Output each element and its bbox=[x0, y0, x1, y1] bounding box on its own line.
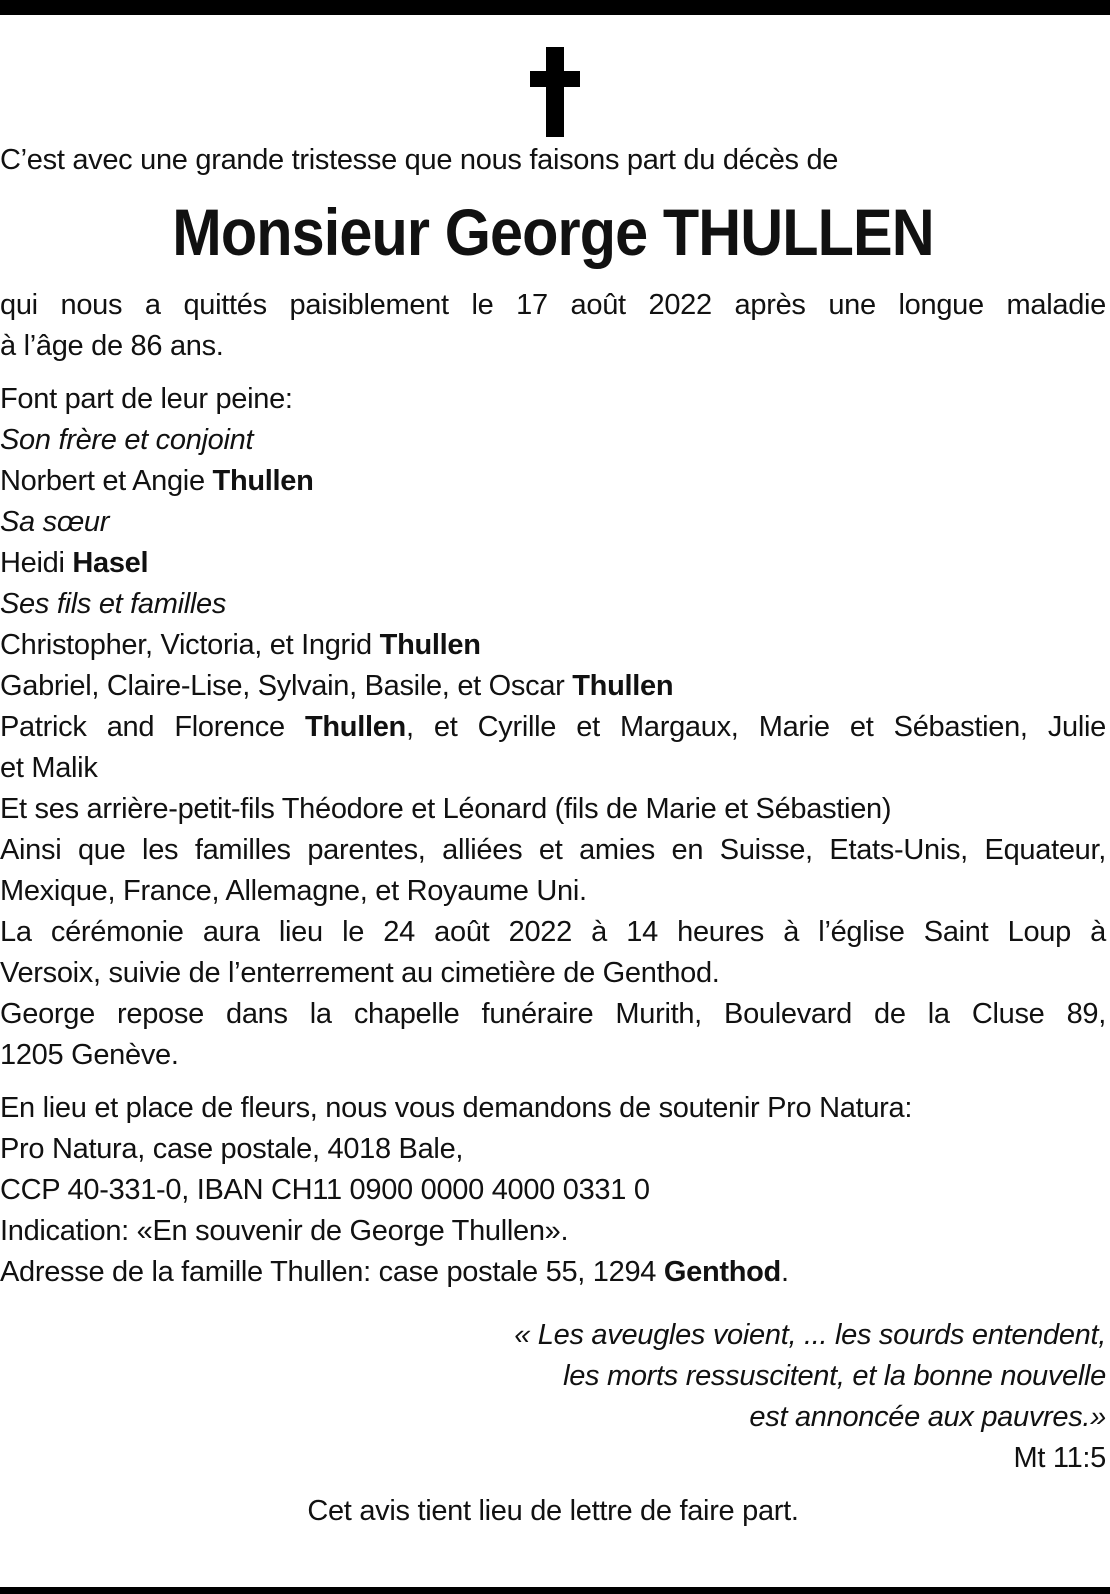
donation-line-1: En lieu et place de fleurs, nous vous demandons de soutenir Pro Natura: bbox=[0, 1092, 913, 1124]
brother-label: Son frère et conjoint bbox=[0, 424, 254, 456]
sons-label: Ses fils et familles bbox=[0, 588, 227, 620]
brother-names: Norbert et Angie bbox=[0, 465, 213, 497]
son3-surname: Thullen bbox=[304, 711, 406, 743]
son1-line bbox=[0, 625, 1106, 666]
quote-line-3: est annoncée aux pauvres.» bbox=[749, 1401, 1106, 1433]
address-text: Adresse de la famille Thullen: case postale 55, 1294 bbox=[0, 1256, 664, 1288]
mourners-intro: Font part de leur peine: bbox=[0, 383, 293, 415]
sister-surname: Hasel bbox=[72, 547, 149, 579]
son3-line-2: et Malik bbox=[0, 752, 98, 784]
relatives-line-2: Mexique, France, Allemagne, et Royaume Uni. bbox=[0, 875, 587, 907]
sister-line bbox=[0, 543, 1106, 584]
family-address bbox=[0, 1252, 1106, 1293]
obituary-body bbox=[0, 140, 1106, 1532]
top-border bbox=[0, 0, 1110, 15]
son3-rest: , et Cyrille et Margaux, Marie et Sébastien, Julie bbox=[405, 711, 1107, 743]
cross-icon bbox=[530, 47, 580, 137]
repose-line-2: 1205 Genève. bbox=[0, 1039, 179, 1071]
donation-line-2: Pro Natura, case postale, 4018 Bale, bbox=[0, 1133, 464, 1165]
address-city: Genthod bbox=[663, 1256, 781, 1288]
son1-surname: Thullen bbox=[379, 629, 481, 661]
donation-line-3: CCP 40-331-0, IBAN CH11 0900 0000 4000 0331 0 bbox=[0, 1174, 650, 1206]
son3-line bbox=[0, 707, 1106, 748]
son2-line bbox=[0, 666, 1106, 707]
cross-horizontal-bar bbox=[530, 71, 580, 87]
passing-line-1: qui nous a quittés paisiblement le 17 août 2022 après une longue maladie bbox=[0, 289, 1106, 321]
spacer bbox=[0, 367, 1106, 379]
donation-line-4: Indication: «En souvenir de George Thullen». bbox=[0, 1215, 569, 1247]
ceremony-line-2: Versoix, suivie de l’enterrement au cimetière de Genthod. bbox=[0, 957, 720, 989]
sister-names: Heidi bbox=[0, 547, 73, 579]
spacer bbox=[0, 1293, 1106, 1315]
ceremony-line-1: La cérémonie aura lieu le 24 août 2022 à 14 heures à l’église Saint Loup à bbox=[0, 916, 1106, 948]
spacer bbox=[0, 1479, 1106, 1491]
quote-line-1: « Les aveugles voient, ... les sourds entendent, bbox=[514, 1319, 1106, 1351]
closing-text: Cet avis tient lieu de lettre de faire part. bbox=[307, 1495, 799, 1527]
deceased-name: Monsieur George THULLEN bbox=[172, 195, 934, 269]
cross-vertical-bar bbox=[546, 47, 564, 137]
repose-line-1: George repose dans la chapelle funéraire Murith, Boulevard de la Cluse 89, bbox=[0, 998, 1106, 1030]
quote-line-2: les morts ressuscitent, et la bonne nouvelle bbox=[563, 1360, 1106, 1392]
son2-names: Gabriel, Claire-Lise, Sylvain, Basile, et Oscar bbox=[0, 670, 573, 702]
brother-line bbox=[0, 461, 1106, 502]
spacer bbox=[0, 1076, 1106, 1088]
quote-reference: Mt 11:5 bbox=[1013, 1442, 1106, 1474]
son2-surname: Thullen bbox=[572, 670, 674, 702]
son1-names: Christopher, Victoria, et Ingrid bbox=[0, 629, 380, 661]
passing-line-2: à l’âge de 86 ans. bbox=[0, 330, 224, 362]
address-end: . bbox=[780, 1256, 789, 1288]
great-grandchildren-line: Et ses arrière-petit-fils Théodore et Léonard (fils de Marie et Sébastien) bbox=[0, 793, 892, 825]
brother-surname: Thullen bbox=[212, 465, 314, 497]
bottom-border bbox=[0, 1587, 1110, 1594]
son3-names: Patrick and Florence bbox=[0, 711, 305, 743]
intro-text: C’est avec une grande tristesse que nous faisons part du décès de bbox=[0, 144, 839, 176]
relatives-line-1: Ainsi que les familles parentes, alliées et amies en Suisse, Etats-Unis, Equateur, bbox=[0, 834, 1106, 866]
sister-label: Sa sœur bbox=[0, 506, 110, 538]
